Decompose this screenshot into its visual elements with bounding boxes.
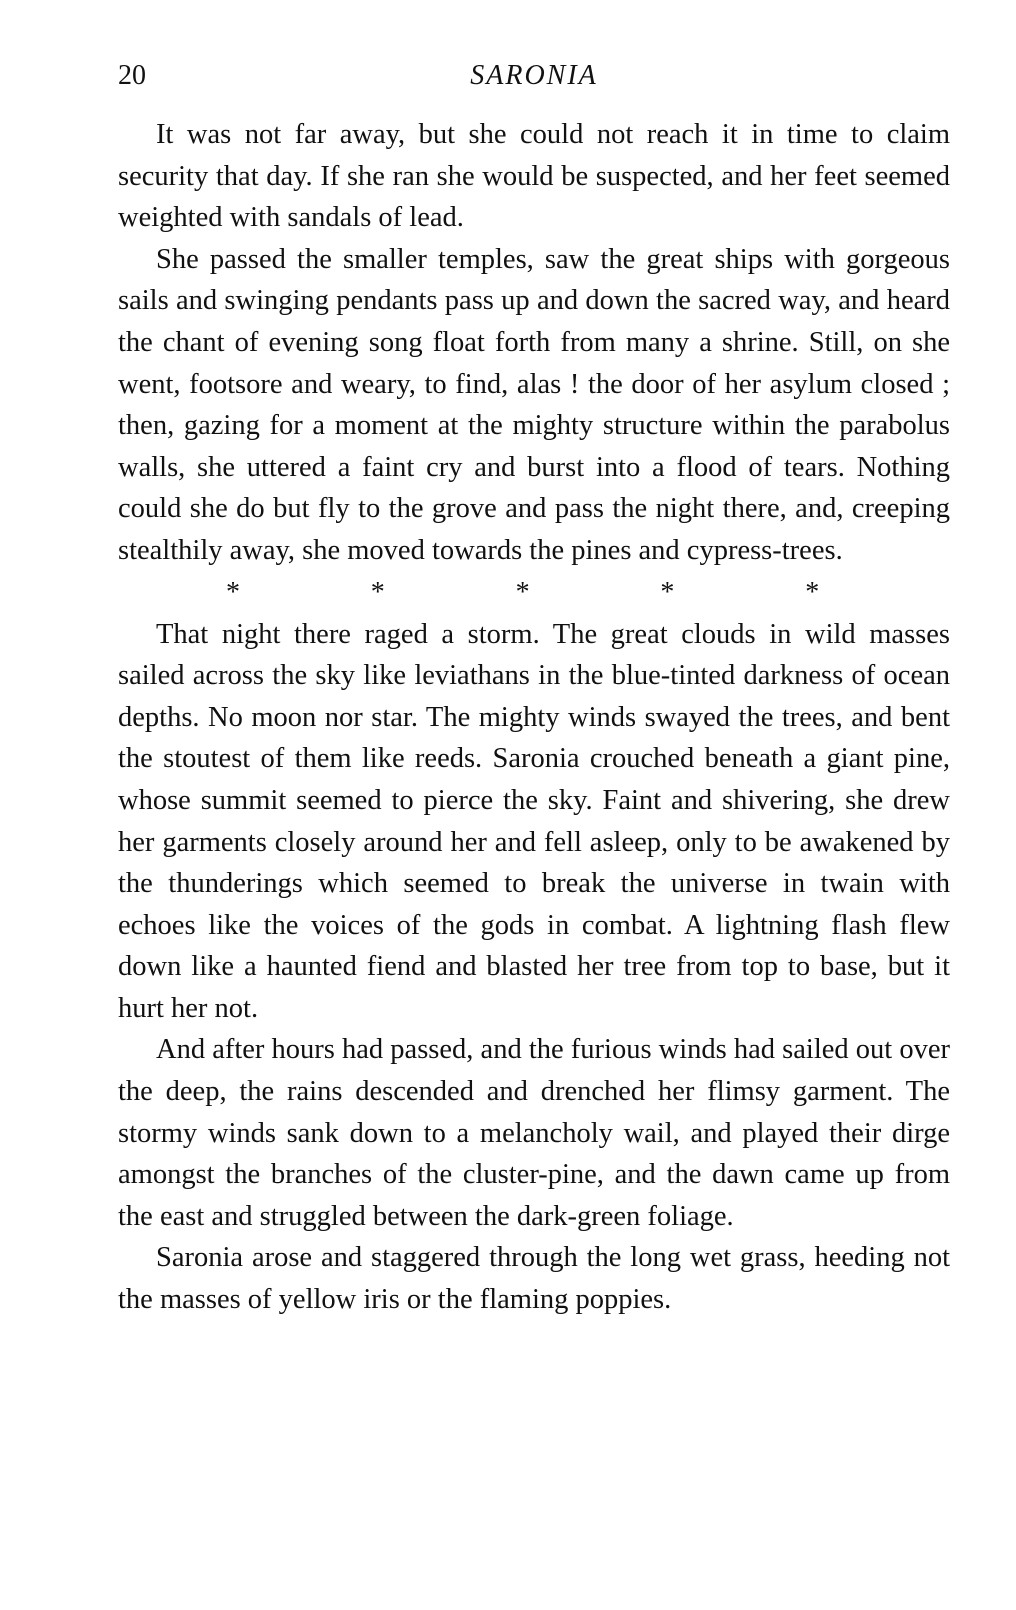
section-break-asterisk: * xyxy=(226,576,240,608)
section-break-asterisk: * xyxy=(370,576,385,608)
section-break xyxy=(118,572,950,614)
paragraph: And after hours had passed, and the furious winds had sailed out over the deep, the rains descended and drenched her flimsy garment. The stormy winds sank down to a melancholy wail, and played their dirge amongst the branches of the cluster-pine, and the dawn came up from the east and struggled between the dark-green foliage. xyxy=(118,1034,950,1232)
paragraph: She passed the smaller temples, saw the great ships with gorgeous sails and swinging pendants pass up and down the sacred way, and heard the chant of evening song float forth from many a shrine. Still, on she went, footsore and weary, to find, alas ! the door of her asylum closed ; then, gazing for a moment at the mighty structure within the parabolus walls, she uttered a faint cry and burst into a flood of tears. Nothing could she do but fly to the grove and pass the night there, and, creeping stealthily away, she moved towards the pines and cypress-trees. xyxy=(118,243,950,566)
paragraph: It was not far away, but she could not reach it in time to claim security that day. If she ran she would be suspected, and her feet seemed weighted with sandals of lead. xyxy=(118,119,950,234)
body-text xyxy=(118,114,950,1321)
section-break-asterisk: * xyxy=(805,576,820,608)
running-head xyxy=(118,58,950,94)
section-break-asterisk: * xyxy=(660,576,675,608)
section-break-asterisk: * xyxy=(515,576,530,608)
page-number: 20 xyxy=(118,60,146,91)
paragraph: That night there raged a storm. The great clouds in wild masses sailed across the sky like leviathans in the blue-tinted darkness of ocean depths. No moon nor star. The mighty winds swayed the trees, and bent the stoutest of them like reeds. Saronia crouched beneath a giant pine, whose summit seemed to pierce the sky. Faint and shivering, she drew her garments closely around her and fell asleep, only to be awakened by the thunderings which seemed to break the universe in twain with echoes like the voices of the gods in combat. A lightning flash flew down like a haunted fiend and blasted her tree from top to base, but it hurt her not. xyxy=(118,618,950,1024)
running-title: SARONIA xyxy=(470,60,598,91)
paragraph: Saronia arose and staggered through the long wet grass, heeding not the masses of yellow iris or the flaming poppies. xyxy=(118,1242,950,1316)
